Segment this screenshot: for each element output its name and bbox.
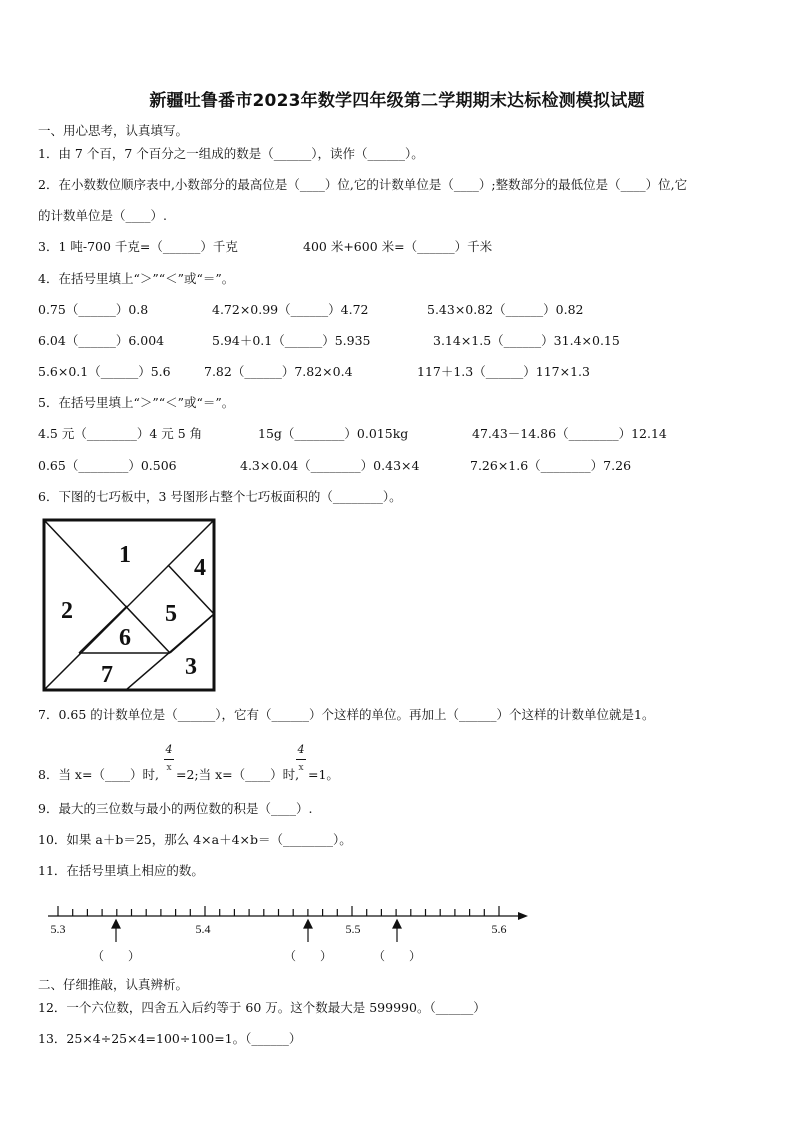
fraction-denominator: x bbox=[166, 763, 172, 773]
tangram-label-3: 3 bbox=[185, 654, 197, 680]
q4-item: 3.14×1.5（______）31.4×0.15 bbox=[433, 333, 620, 348]
number-line-label: 5.6 bbox=[491, 922, 507, 936]
question-2-line-1: 2．在小数数位顺序表中,小数部分的最高位是（____）位,它的计数单位是（____）;整数部分的最低位是（____）位,它 bbox=[38, 177, 688, 192]
number-line-blank: （ ） bbox=[283, 949, 333, 963]
question-11: 11．在括号里填上相应的数。 bbox=[38, 863, 204, 878]
number-line-label: 5.3 bbox=[50, 922, 66, 936]
q5-item: 15g（________）0.015kg bbox=[258, 426, 409, 441]
question-6: 6．下图的七巧板中，3 号图形占整个七巧板面积的（________）。 bbox=[38, 489, 402, 504]
q4-item: 4.72×0.99（______）4.72 bbox=[212, 302, 369, 317]
fraction-bar bbox=[296, 759, 306, 760]
q5-item: 7.26×1.6（________）7.26 bbox=[470, 458, 632, 473]
q5-item: 4.5 元（________）4 元 5 角 bbox=[38, 426, 203, 441]
q5-item: 4.3×0.04（________）0.43×4 bbox=[240, 458, 420, 473]
q5-item: 47.43－14.86（________）12.14 bbox=[472, 426, 667, 441]
fraction-numerator: 4 bbox=[165, 743, 173, 756]
number-line-blank: （ ） bbox=[372, 949, 422, 963]
number-line-label: 5.5 bbox=[345, 922, 361, 936]
number-line bbox=[40, 896, 530, 968]
arrow-up-icon bbox=[304, 920, 312, 928]
question-10: 10．如果 a＋b＝25，那么 4×a＋4×b＝（________）。 bbox=[38, 832, 352, 847]
question-2-line-2: 的计数单位是（____）. bbox=[38, 208, 167, 223]
tangram-label-7: 7 bbox=[101, 662, 113, 688]
number-line-arrowhead bbox=[518, 912, 528, 920]
question-4: 4．在括号里填上“＞”“＜”或“＝”。 bbox=[38, 271, 235, 286]
tangram-label-1: 1 bbox=[119, 542, 131, 568]
question-12: 12．一个六位数，四舍五入后约等于 60 万。这个数最大是 599990。（______） bbox=[38, 1000, 486, 1015]
number-line-label: 5.4 bbox=[195, 922, 211, 936]
q4-item: 6.04（______）6.004 bbox=[38, 333, 165, 348]
arrow-up-icon bbox=[393, 920, 401, 928]
section-1-heading: 一、用心思考，认真填写。 bbox=[38, 123, 189, 138]
question-3-part-a: 3．1 吨-700 千克=（______）千克 bbox=[38, 239, 238, 254]
fraction-denominator: x bbox=[298, 763, 304, 773]
tangram-label-5: 5 bbox=[165, 601, 177, 627]
q4-item: 5.94＋0.1（______）5.935 bbox=[212, 333, 371, 348]
question-8-part-3: =1。 bbox=[308, 767, 339, 782]
q4-item: 0.75（______）0.8 bbox=[38, 302, 149, 317]
question-5: 5．在括号里填上“＞”“＜”或“＝”。 bbox=[38, 395, 235, 410]
number-line-blank: （ ） bbox=[91, 949, 141, 963]
section-2-heading: 二、仔细推敲，认真辨析。 bbox=[38, 977, 189, 992]
q5-item: 0.65（________）0.506 bbox=[38, 458, 177, 473]
page-title: 新疆吐鲁番市2023年数学四年级第二学期期末达标检测模拟试题 bbox=[149, 91, 645, 111]
question-1: 1．由 7 个百，7 个百分之一组成的数是（______），读作（______）。 bbox=[38, 146, 424, 161]
q4-item: 5.6×0.1（______）5.6 bbox=[38, 364, 171, 379]
fraction-bar bbox=[164, 759, 174, 760]
tangram-figure bbox=[40, 517, 220, 695]
tangram-edge bbox=[44, 520, 170, 653]
tangram-label-4: 4 bbox=[194, 555, 206, 581]
question-8-part-2: =2;当 x=（____）时, bbox=[176, 767, 300, 782]
q4-item: 117＋1.3（______）117×1.3 bbox=[417, 364, 590, 379]
question-13: 13．25×4÷25×4=100÷100=1。（______） bbox=[38, 1031, 302, 1046]
tangram-label-2: 2 bbox=[61, 598, 73, 624]
q4-item: 5.43×0.82（______）0.82 bbox=[427, 302, 584, 317]
question-9: 9．最大的三位数与最小的两位数的积是（____）. bbox=[38, 801, 313, 816]
q4-item: 7.82（______）7.82×0.4 bbox=[204, 364, 353, 379]
fraction-numerator: 4 bbox=[297, 743, 305, 756]
arrow-up-icon bbox=[112, 920, 120, 928]
question-3-part-b: 400 米+600 米=（______）千米 bbox=[303, 239, 493, 254]
tangram-label-6: 6 bbox=[119, 625, 131, 651]
question-7: 7．0.65 的计数单位是（______），它有（______）个这样的单位。再加上（______）个这样的计数单位就是1。 bbox=[38, 707, 655, 722]
question-8-part-1: 8．当 x=（____）时, bbox=[38, 767, 159, 782]
